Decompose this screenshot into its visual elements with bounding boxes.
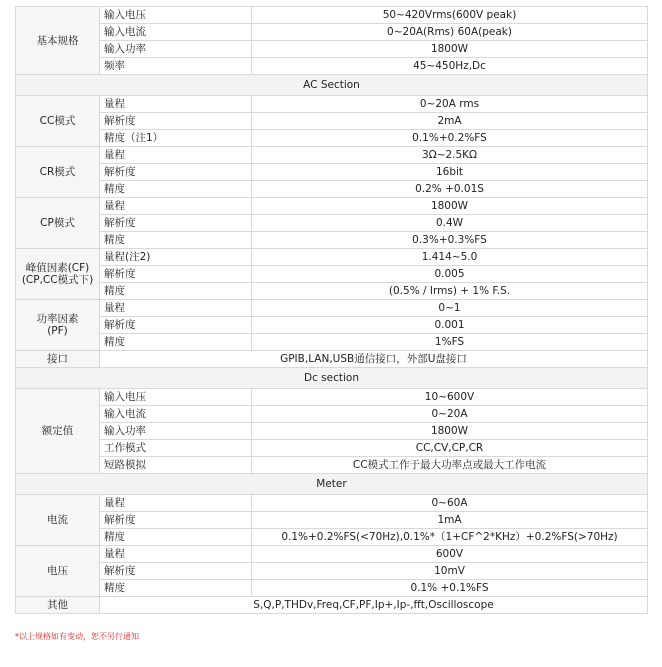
table-row (16, 215, 648, 232)
spec-parameter: 输入电压 (100, 7, 252, 24)
section-header: Dc section (16, 368, 648, 389)
spec-value: 1.414~5.0 (252, 249, 648, 266)
spec-parameter: 解析度 (100, 512, 252, 529)
spec-value: 1800W (252, 198, 648, 215)
spec-parameter: 解析度 (100, 266, 252, 283)
spec-parameter: 频率 (100, 58, 252, 75)
spec-parameter: 精度 (100, 181, 252, 198)
spec-value: 3Ω~2.5KΩ (252, 147, 648, 164)
spec-parameter: 解析度 (100, 317, 252, 334)
spec-parameter: 量程 (100, 495, 252, 512)
category-cell (16, 546, 100, 597)
spec-value: 10~600V (252, 389, 648, 406)
spec-value: 0~1 (252, 300, 648, 317)
spec-table-body (16, 7, 648, 614)
spec-parameter: 输入电流 (100, 406, 252, 423)
spec-value: 0.2% +0.01S (252, 181, 648, 198)
spec-table (15, 6, 648, 614)
table-row (16, 164, 648, 181)
spec-parameter: 解析度 (100, 563, 252, 580)
table-row (16, 512, 648, 529)
table-row (16, 181, 648, 198)
table-row (16, 334, 648, 351)
table-row (16, 406, 648, 423)
spec-parameter: 精度 (100, 283, 252, 300)
spec-value: 45~450Hz,Dc (252, 58, 648, 75)
spec-parameter: 量程 (100, 546, 252, 563)
category-line: 基本规格 (36, 34, 79, 47)
table-row (16, 7, 648, 24)
spec-parameter: 精度 (100, 232, 252, 249)
spec-value: 2mA (252, 113, 648, 130)
category-cell (16, 389, 100, 474)
category-cell (16, 300, 100, 351)
table-row (16, 423, 648, 440)
spec-value: CC,CV,CP,CR (252, 440, 648, 457)
spec-parameter: 输入电压 (100, 389, 252, 406)
table-row (16, 546, 648, 563)
spec-value: GPIB,LAN,USB通信接口，外部U盘接口 (100, 351, 648, 368)
spec-parameter: 输入电流 (100, 24, 252, 41)
section-header: Meter (16, 474, 648, 495)
table-row (16, 529, 648, 546)
category-line: (PF) (47, 325, 68, 337)
category-line: 功率因素 (36, 313, 79, 325)
section-header: AC Section (16, 75, 648, 96)
spec-value: 16bit (252, 164, 648, 181)
spec-parameter: 解析度 (100, 113, 252, 130)
table-row (16, 457, 648, 474)
spec-value: 0.005 (252, 266, 648, 283)
spec-parameter: 工作模式 (100, 440, 252, 457)
spec-parameter: 量程 (100, 198, 252, 215)
category-cell (16, 198, 100, 249)
spec-value: 600V (252, 546, 648, 563)
table-row (16, 283, 648, 300)
section-row (16, 368, 648, 389)
category-line: CC模式 (39, 115, 76, 127)
spec-parameter: 解析度 (100, 164, 252, 181)
spec-parameter: 解析度 (100, 215, 252, 232)
table-row (16, 130, 648, 147)
category-line: 电流 (47, 514, 68, 526)
table-row (16, 389, 648, 406)
spec-parameter: 输入功率 (100, 41, 252, 58)
table-row (16, 317, 648, 334)
table-row (16, 58, 648, 75)
table-row (16, 440, 648, 457)
category-line: (CP,CC模式下) (21, 274, 94, 286)
spec-value: 0.1%+0.2%FS (252, 130, 648, 147)
spec-value: 0.001 (252, 317, 648, 334)
spec-value: 0.3%+0.3%FS (252, 232, 648, 249)
category-line: CR模式 (39, 166, 76, 178)
spec-value: 0~60A (252, 495, 648, 512)
table-row (16, 597, 648, 614)
table-row (16, 249, 648, 266)
spec-value: 1800W (252, 41, 648, 58)
spec-value: (0.5% / Irms) + 1% F.S. (252, 283, 648, 300)
table-row (16, 96, 648, 113)
category-cell (16, 597, 100, 614)
table-row (16, 232, 648, 249)
spec-value: 0~20A (252, 406, 648, 423)
spec-value: 0.1%+0.2%FS(<70Hz),0.1%*（1+CF^2*KHz）+0.2%FS(>70Hz) (252, 529, 648, 546)
table-row (16, 351, 648, 368)
table-row (16, 266, 648, 283)
spec-parameter: 量程 (100, 300, 252, 317)
category-line: CP模式 (40, 217, 75, 229)
spec-value: 0~20A rms (252, 96, 648, 113)
table-row (16, 113, 648, 130)
table-row (16, 147, 648, 164)
spec-value: 1mA (252, 512, 648, 529)
section-row (16, 474, 648, 495)
category-line: 峰值因素(CF) (25, 262, 90, 274)
spec-parameter: 精度 (100, 580, 252, 597)
spec-parameter: 精度 (100, 334, 252, 351)
table-row (16, 580, 648, 597)
spec-value: 0.1% +0.1%FS (252, 580, 648, 597)
category-line: 额定值 (41, 425, 74, 437)
category-cell (16, 249, 100, 300)
category-line: 电压 (47, 565, 68, 577)
spec-parameter: 短路模拟 (100, 457, 252, 474)
category-cell (16, 96, 100, 147)
category-cell (16, 147, 100, 198)
spec-value: 1800W (252, 423, 648, 440)
spec-parameter: 量程 (100, 96, 252, 113)
category-line: 接口 (47, 353, 68, 365)
spec-value: 0.4W (252, 215, 648, 232)
spec-value: S,Q,P,THDv,Freq,CF,PF,Ip+,Ip-,fft,Oscilloscope (100, 597, 648, 614)
spec-parameter: 精度 (100, 529, 252, 546)
table-row (16, 495, 648, 512)
footnote: *以上规格如有变动，恕不另行通知 (15, 632, 139, 641)
spec-value: 50~420Vrms(600V peak) (252, 7, 648, 24)
category-line: 其他 (47, 599, 68, 611)
spec-value: 1%FS (252, 334, 648, 351)
spec-parameter: 量程(注2) (100, 249, 252, 266)
category-cell (16, 495, 100, 546)
section-row (16, 75, 648, 96)
spec-value: 10mV (252, 563, 648, 580)
table-row (16, 563, 648, 580)
table-row (16, 24, 648, 41)
category-cell (16, 351, 100, 368)
spec-parameter: 量程 (100, 147, 252, 164)
spec-value: 0~20A(Rms) 60A(peak) (252, 24, 648, 41)
spec-parameter: 输入功率 (100, 423, 252, 440)
table-row (16, 300, 648, 317)
spec-value: CC模式工作于最大功率点或最大工作电流 (252, 457, 648, 474)
table-row (16, 198, 648, 215)
category-cell (16, 7, 100, 75)
spec-parameter: 精度（注1） (100, 130, 252, 147)
table-row (16, 41, 648, 58)
